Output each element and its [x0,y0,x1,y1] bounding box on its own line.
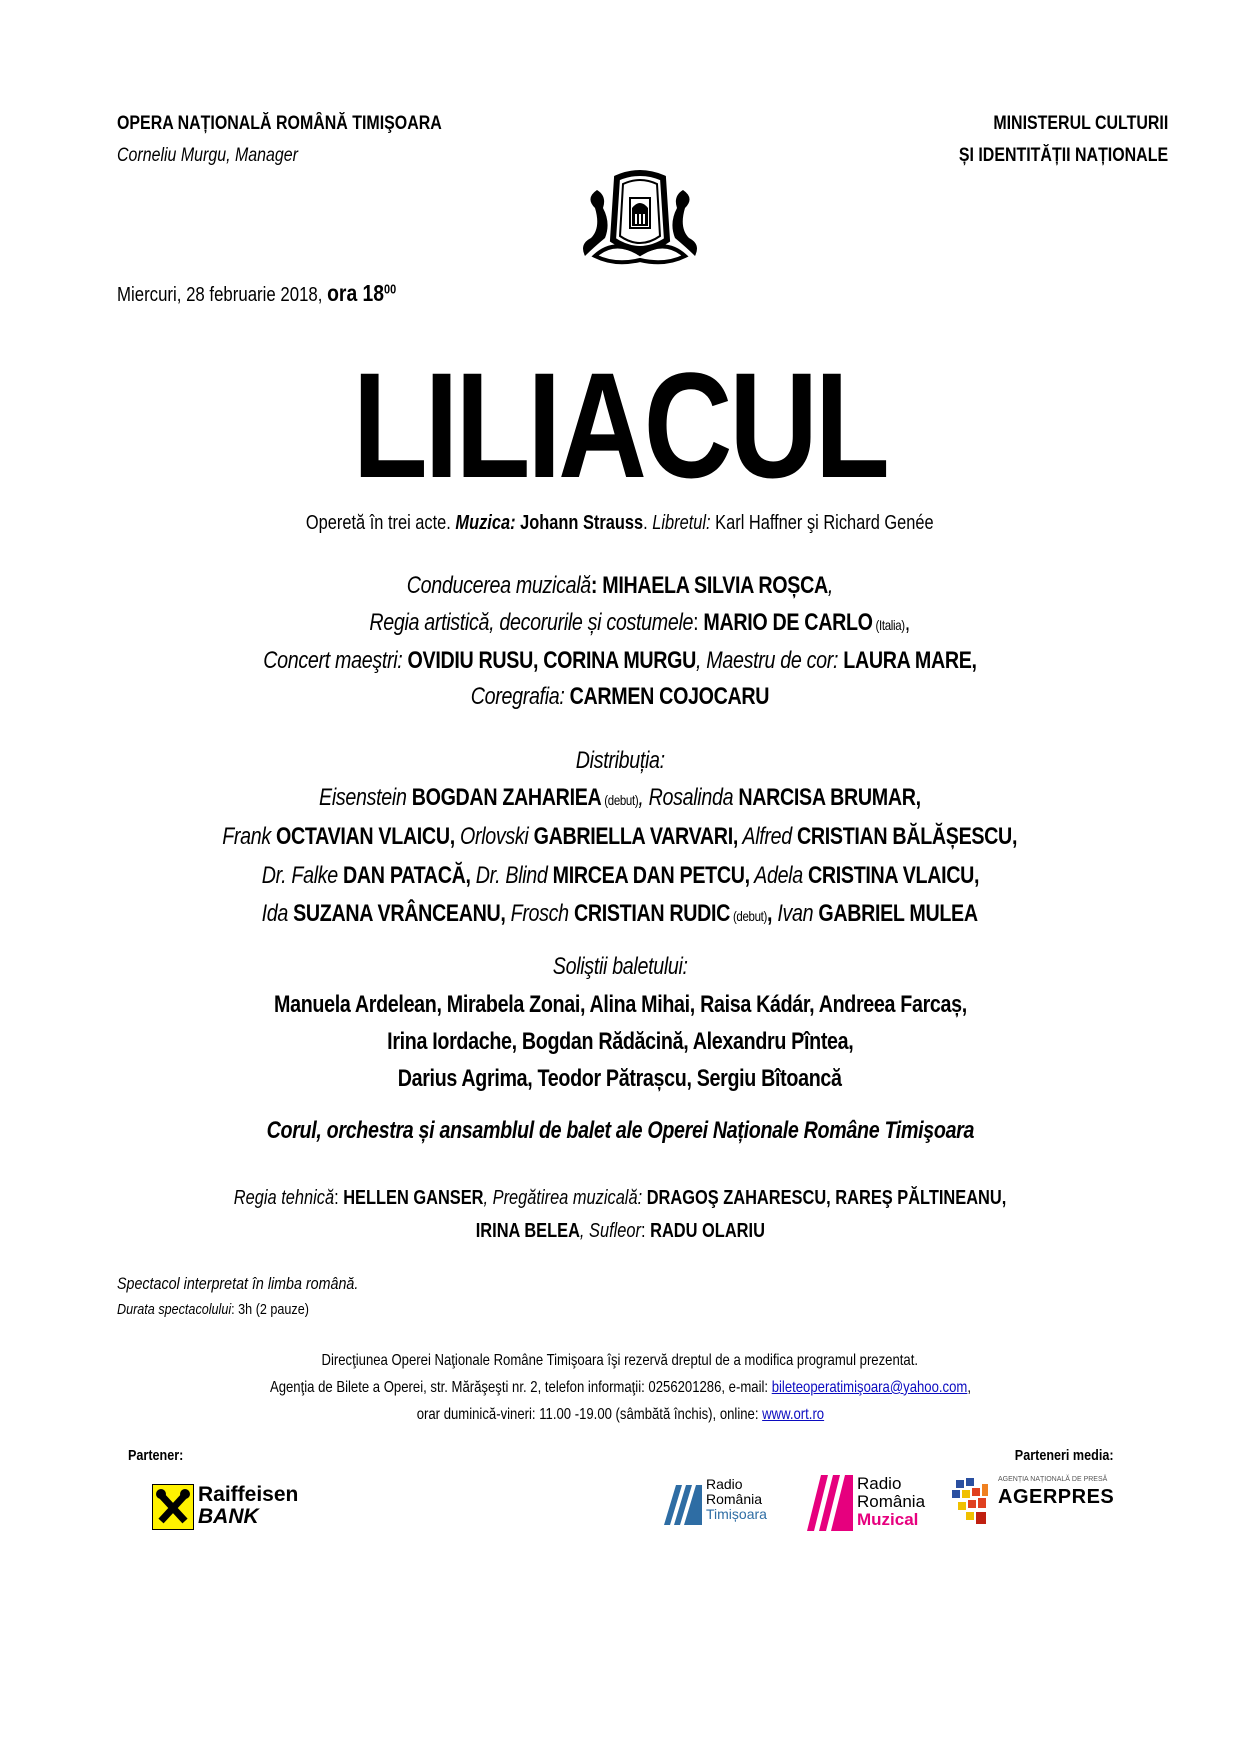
libretto-label: Libretul: [652,512,711,534]
cast-role: Dr. Blind [470,862,548,889]
credit-role: Conducerea muzicală [406,572,591,599]
credit-name: CARMEN COJOCARU [564,683,770,710]
manager-name: Corneliu Murgu, Manager [117,145,298,166]
rrm-line1: Radio [857,1474,902,1493]
cast-name: GABRIELLA VARVARI, [528,823,739,850]
cast-role: Eisenstein [319,784,407,811]
cast-row [0,784,1240,812]
credit-role: Concert maeştri: [263,647,403,674]
opening-hours [0,1406,1240,1424]
cast-heading: Distribuția: [575,747,665,774]
credit-name: OVIDIU RUSU, CORINA MURGU [402,647,697,674]
technical-credits-2 [0,1220,1240,1243]
disclaimer: Direcţiunea Operei Naţionale Române Timişoara îşi rezervă dreptul de a modifica programul prezentat. [321,1352,919,1369]
agency-punct: , [966,1379,971,1396]
cast-role: Adela [749,862,803,889]
agerpres-globe-icon [950,1474,992,1530]
radio-romania-muzical-logo [805,1473,945,1535]
credit-punct: , [905,609,911,636]
raiffeisen-bank: BANK [198,1505,259,1528]
credit-name: : MIHAELA SILVIA ROȘCA [590,572,828,599]
agerpres-name: AGERPRES [998,1486,1115,1508]
credit-role: , Sufleor [579,1220,641,1242]
time-label: ora 18 [327,280,385,306]
cast-role: Frank [222,823,272,850]
agency-text: Agenţia de Bilete a Operei, str. Mărăşeşti nr. 2, telefon informaţii: 0256201286, e-mail: [269,1379,772,1396]
credit-name: HELLEN GANSER [343,1187,484,1209]
ministry-line-1: MINISTERUL CULTURII [993,113,1168,134]
cast-role: Orlovski [455,823,529,850]
credit-role: Regia artistică, decorurile și costumele [369,609,694,636]
credit-choreography [0,683,1240,711]
librettists: Karl Haffner şi Richard Genée [710,512,934,534]
composer-name: Johann Strauss [515,512,644,534]
cast-name: OCTAVIAN VLAICU, [271,823,456,850]
performance-date [117,280,396,307]
cast-note: (debut) [601,792,639,808]
duration-label: Durata spectacolului [117,1301,232,1318]
ballet-heading: Soliştii baletului: [552,953,688,980]
cast-role: Alfred [738,823,793,850]
ticket-agency [0,1379,1240,1397]
agerpres-logo [950,1470,1120,1532]
credit-concertmasters [0,647,1240,675]
cast-note: (debut) [730,908,768,924]
cast-name: CRISTIAN BĂLĂȘESCU, [792,823,1018,850]
rrt-line2: România [706,1491,763,1507]
agerpres-tagline: AGENȚIA NAȚIONALĂ DE PRESĂ [998,1476,1108,1483]
raiffeisen-name: Raiffeisen [198,1483,299,1506]
credit-punct: : [693,609,704,636]
cast-name: MIRCEA DAN PETCU, [547,862,750,889]
time-minutes: 00 [384,281,397,297]
cast-row [0,823,1240,851]
credit-punct: : [640,1220,650,1242]
radio-stripes-icon [662,1481,702,1527]
rrm-line3: Muzical [857,1510,919,1529]
operetta-subtitle [0,512,1240,535]
cast-name: DAN PATACĂ, [337,862,471,889]
credit-role: Coregrafia: [470,683,565,710]
cast-row [0,862,1240,890]
cast-name: NARCISA BRUMAR, [733,784,921,811]
credit-name: MARIO DE CARLO [703,609,874,636]
rrt-line1: Radio [706,1476,743,1492]
media-partners-label: Parteneri media: [1015,1447,1114,1464]
cast-name: CRISTINA VLAICU, [802,862,979,889]
email-link[interactable]: bileteoperatimişoara@yahoo.com [771,1379,967,1396]
cast-role: Ida [261,900,289,927]
duration-note [117,1301,309,1318]
technical-credits [0,1187,1240,1210]
cast-role: Frosch [505,900,570,927]
credit-name: IRINA BELEA [475,1220,580,1242]
credit-punct: : [334,1187,344,1209]
language-note: Spectacol interpretat în limba română. [117,1274,359,1293]
credit-punct: , [827,572,834,599]
duration-value: : 3h (2 pauze) [231,1301,309,1318]
rrm-line2: România [857,1492,926,1511]
ballet-line: Manuela Ardelean, Mirabela Zonai, Alina Mihai, Raisa Kádár, Andreea Farcaș, [273,991,967,1018]
credit-name: DRAGOŞ ZAHARESCU, RAREŞ PĂLTINEANU, [642,1187,1007,1209]
cast-name: SUZANA VRÂNCEANU, [288,900,506,927]
subtitle-separator: . [643,512,653,534]
date-text: Miercuri, 28 februarie 2018, [117,284,328,306]
cast-row [0,900,1240,928]
rrt-line3: Timișoara [706,1506,767,1522]
institution-name: OPERA NAȚIONALĂ ROMÂNĂ TIMIŞOARA [117,113,442,134]
radio-stripes-icon [805,1473,853,1533]
cast-name: GABRIEL MULEA [813,900,979,927]
radio-romania-timisoara-logo [662,1477,787,1531]
cast-punct: , [767,900,773,927]
credit-role: , Maestru de cor: [696,647,839,674]
music-label: Muzica: [455,512,516,534]
credit-role: Regia tehnică [233,1187,335,1209]
cast-role: , Rosalinda [638,784,734,811]
subtitle-genre: Operetă în trei acte. [306,512,456,534]
hours-text: orar duminică-vineri: 11.00 -19.00 (sâmbătă închis), online: [416,1406,762,1423]
cast-role: Dr. Falke [261,862,338,889]
cast-name: BOGDAN ZAHARIEA [406,784,602,811]
raiffeisen-logo [152,1484,302,1530]
credit-name: LAURA MARE, [838,647,977,674]
cast-name: CRISTIAN RUDIC [569,900,731,927]
ballet-line: Irina Iordache, Bogdan Rădăcină, Alexandru Pîntea, [386,1028,854,1055]
opera-crest-icon [575,168,705,268]
ministry-line-2: ȘI IDENTITĂȚII NAȚIONALE [958,145,1168,166]
credit-conductor [0,572,1240,600]
page-title: LILIACUL [352,341,887,509]
credit-director [20,609,1240,637]
ballet-line: Darius Agrima, Teodor Pătrașcu, Sergiu Bîtoancă [398,1065,842,1092]
credit-note: (Italia) [873,617,906,633]
ensemble-line: Corul, orchestra și ansamblul de balet ale Operei Naționale Române Timişoara [266,1117,974,1144]
raiffeisen-emblem-icon [152,1484,194,1530]
website-link[interactable]: www.ort.ro [761,1406,824,1423]
credit-role: , Pregătirea muzicală: [483,1187,643,1209]
credit-name: RADU OLARIU [649,1220,765,1242]
partner-label: Partener: [128,1447,184,1464]
cast-role: Ivan [772,900,814,927]
